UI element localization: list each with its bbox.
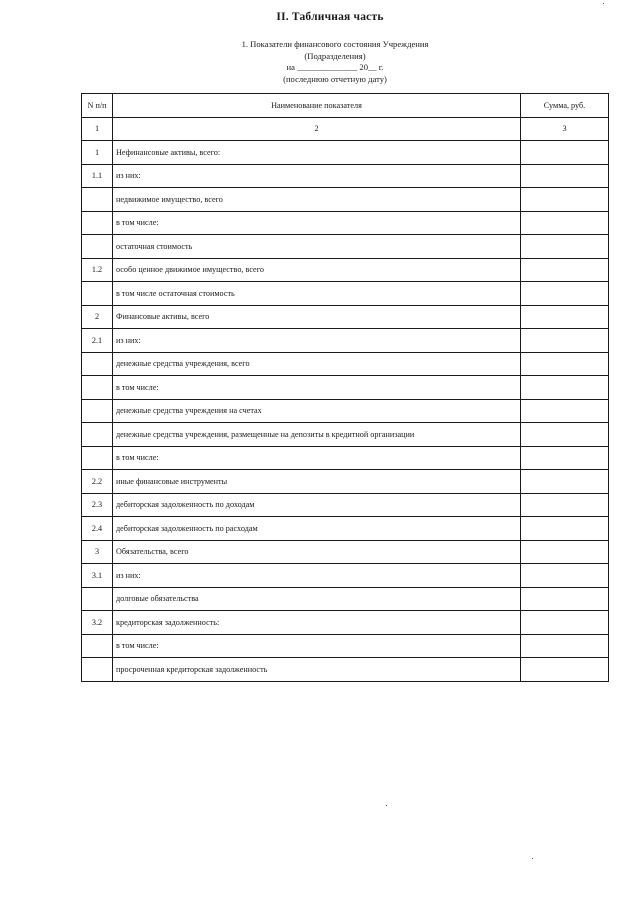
- row-number-cell: 1: [82, 141, 113, 165]
- row-number-cell: 1.1: [82, 164, 113, 188]
- caption-line-3: на ______________ 20__ г.: [286, 62, 384, 72]
- scan-speck: [532, 858, 533, 859]
- amount-cell: [521, 423, 609, 447]
- row-number-cell: 3.1: [82, 564, 113, 588]
- amount-cell: [521, 658, 609, 682]
- indicator-name-cell: просроченная кредиторская задолженность: [113, 658, 521, 682]
- table-row: [82, 188, 609, 212]
- table-row: [82, 164, 609, 188]
- row-number-cell: [82, 211, 113, 235]
- amount-cell: [521, 329, 609, 353]
- amount-cell: [521, 587, 609, 611]
- row-number-cell: [82, 446, 113, 470]
- amount-cell: [521, 188, 609, 212]
- table-row: [82, 376, 609, 400]
- amount-cell: [521, 352, 609, 376]
- amount-cell: [521, 611, 609, 635]
- table-row: [82, 282, 609, 306]
- amount-cell: [521, 235, 609, 259]
- indicator-name-cell: Обязательства, всего: [113, 540, 521, 564]
- table-row: [82, 258, 609, 282]
- header-cell-number: N п/п: [82, 94, 113, 118]
- column-number-cell: 3: [521, 117, 609, 141]
- scan-speck: [603, 3, 604, 4]
- page-title: II. Табличная часть: [276, 11, 384, 23]
- amount-cell: [521, 540, 609, 564]
- indicator-name-cell: в том числе:: [113, 211, 521, 235]
- table-row: [82, 658, 609, 682]
- indicator-name-cell: Нефинансовые активы, всего:: [113, 141, 521, 165]
- amount-cell: [521, 164, 609, 188]
- indicator-name-cell: в том числе:: [113, 376, 521, 400]
- row-number-cell: [82, 423, 113, 447]
- indicator-name-cell: денежные средства учреждения на счетах: [113, 399, 521, 423]
- amount-cell: [521, 141, 609, 165]
- amount-cell: [521, 470, 609, 494]
- indicator-name-cell: кредиторская задолженность:: [113, 611, 521, 635]
- caption-line-2: (Подразделения): [304, 50, 366, 61]
- amount-cell: [521, 211, 609, 235]
- amount-cell: [521, 258, 609, 282]
- financial-indicators-table: [81, 93, 609, 682]
- indicator-name-cell: остаточная стоимость: [113, 235, 521, 259]
- indicator-name-cell: денежные средства учреждения, размещенные на депозиты в кредитной организации: [113, 423, 521, 447]
- header-cell-indicator-name: Наименование показателя: [113, 94, 521, 118]
- amount-cell: [521, 399, 609, 423]
- table-row: [82, 470, 609, 494]
- column-number-cell: 1: [82, 117, 113, 141]
- indicator-name-cell: из них:: [113, 164, 521, 188]
- indicator-name-cell: из них:: [113, 329, 521, 353]
- row-number-cell: [82, 587, 113, 611]
- scan-speck: [386, 805, 387, 806]
- row-number-cell: [82, 634, 113, 658]
- caption-line-4: (последнюю отчетную дату): [283, 73, 387, 84]
- indicator-name-cell: иные финансовые инструменты: [113, 470, 521, 494]
- amount-cell: [521, 305, 609, 329]
- indicator-name-cell: особо ценное движимое имущество, всего: [113, 258, 521, 282]
- row-number-cell: 2.3: [82, 493, 113, 517]
- amount-cell: [521, 634, 609, 658]
- table-row: [82, 517, 609, 541]
- table-row: [82, 211, 609, 235]
- table-caption: [0, 39, 640, 85]
- header-row: [82, 94, 609, 118]
- table-row: [82, 493, 609, 517]
- amount-cell: [521, 517, 609, 541]
- indicator-name-cell: Финансовые активы, всего: [113, 305, 521, 329]
- table-row: [82, 446, 609, 470]
- indicator-name-cell: в том числе:: [113, 634, 521, 658]
- table-row: [82, 141, 609, 165]
- row-number-cell: [82, 352, 113, 376]
- row-number-cell: 2.2: [82, 470, 113, 494]
- row-number-cell: 2: [82, 305, 113, 329]
- table-row: [82, 587, 609, 611]
- table-row: [82, 305, 609, 329]
- table-row: [82, 399, 609, 423]
- amount-cell: [521, 446, 609, 470]
- table-row: [82, 329, 609, 353]
- row-number-cell: [82, 376, 113, 400]
- amount-cell: [521, 564, 609, 588]
- indicator-name-cell: в том числе остаточная стоимость: [113, 282, 521, 306]
- indicator-name-cell: дебиторская задолженность по доходам: [113, 493, 521, 517]
- header-cell-amount: Сумма, руб.: [521, 94, 609, 118]
- table-row: [82, 540, 609, 564]
- row-number-cell: 2.4: [82, 517, 113, 541]
- row-number-cell: 3.2: [82, 611, 113, 635]
- caption-line-1: 1. Показатели финансового состояния Учреждения: [241, 39, 429, 49]
- indicator-name-cell: из них:: [113, 564, 521, 588]
- table-row: [82, 611, 609, 635]
- indicator-name-cell: в том числе:: [113, 446, 521, 470]
- row-number-cell: [82, 658, 113, 682]
- indicator-name-cell: дебиторская задолженность по расходам: [113, 517, 521, 541]
- row-number-cell: 1.2: [82, 258, 113, 282]
- row-number-cell: [82, 188, 113, 212]
- table-row: [82, 564, 609, 588]
- table-row: [82, 352, 609, 376]
- amount-cell: [521, 493, 609, 517]
- row-number-cell: 3: [82, 540, 113, 564]
- row-number-cell: 2.1: [82, 329, 113, 353]
- row-number-cell: [82, 282, 113, 306]
- indicator-name-cell: долговые обязательства: [113, 587, 521, 611]
- row-number-cell: [82, 399, 113, 423]
- amount-cell: [521, 376, 609, 400]
- table-row: [82, 423, 609, 447]
- row-number-cell: [82, 235, 113, 259]
- indicator-name-cell: недвижимое имущество, всего: [113, 188, 521, 212]
- column-number-cell: 2: [113, 117, 521, 141]
- column-numbering-row: [82, 117, 609, 141]
- amount-cell: [521, 282, 609, 306]
- indicator-name-cell: денежные средства учреждения, всего: [113, 352, 521, 376]
- table-row: [82, 634, 609, 658]
- table-row: [82, 235, 609, 259]
